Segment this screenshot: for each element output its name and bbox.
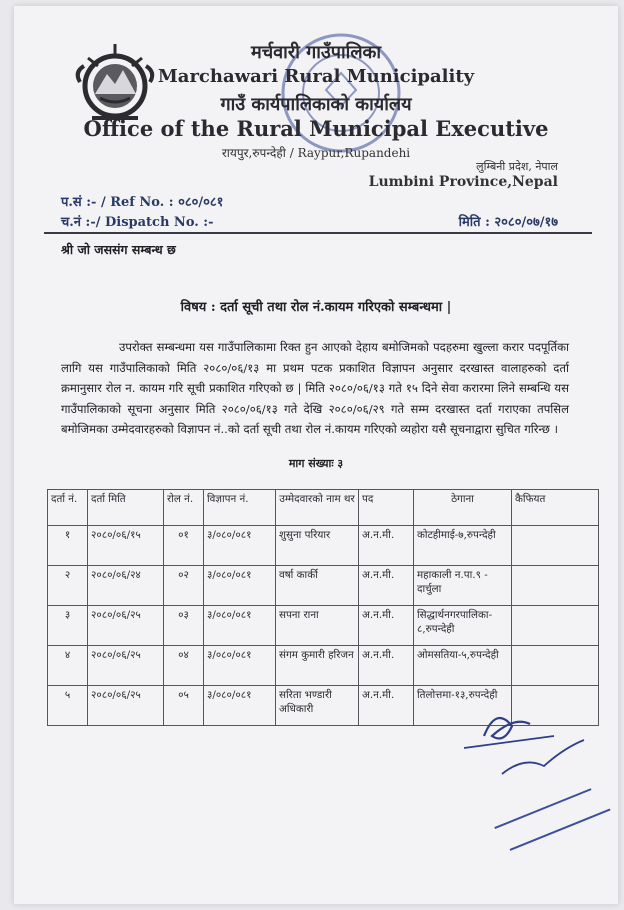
letter-body: उपरोक्त सम्बन्धमा यस गाउँपालिकामा रिक्त हुन आएको देहाय बमोजिमको पदहरुमा खुल्ला करार पदपूर्तिका लागि यस गाउँपालिकाको मिति २०८०/०६/१३ मा प्रथम पटक प्रकाशित विज्ञापन अनुसार दरखास्त वालाहरुको दर्ता क्रमानुसार रोल न. कायम गरि सूची प्रकाशित गरिएको छ | मिति २०८०/०६/१३ गते १५ दिने सेवा करारमा लिने सम्बन्धि यस गाउँपालिकाको सूचना अनुसार मिति २०८०/०६/१३ गते देखि २०८०/०६/२९ गते सम्म दरखास्त दर्ता गराएका तपसिल बमोजिमका उम्मेदवारहरुको विज्ञापन नं..को दर्ता सूची तथा रोल नं.कायम गरिएको व्यहोरा यसै सूचनाद्वारा सुचित गरिन्छ । [61,340,569,436]
cell: अ.न.मी. [359,526,414,566]
cell: अ.न.मी. [359,686,414,726]
cell: ०२ [164,566,204,606]
cell: २०८०/०६/२५ [88,606,164,646]
cell [512,566,599,606]
province-nepali: लुम्बिनी प्रदेश, नेपाल [476,160,558,173]
cell [512,606,599,646]
cell: शुसुना परियार [276,526,359,566]
cell: ३/०८०/०८१ [204,686,276,726]
subject-line: विषय : दर्ता सूची तथा रोल नं.कायम गरिएको सम्बन्धमा | [180,300,452,315]
cell [512,526,599,566]
cell: २ [48,566,88,606]
header-cell: उम्मेदवारको नाम थर [276,490,359,526]
municipality-name-nepali: मर्चवारी गाउँपालिका [250,42,382,63]
dispatch-number: च.नं :-/ Dispatch No. :- [61,215,214,230]
cell: १ [48,526,88,566]
cell: संगम कुमारी हरिजन [276,646,359,686]
cell: २०८०/०६/२५ [88,646,164,686]
registration-table [47,489,599,726]
cell: सपना राना [276,606,359,646]
letter-date: मिति : २०८०/०७/१७ [458,215,558,230]
cell: ३/०८०/०८१ [204,606,276,646]
cell: सिद्धार्थनगरपालिका- ८,रुपन्देही [414,606,512,646]
table-row [48,566,599,606]
cell: २०८०/०६/१५ [88,526,164,566]
cell: तिलोत्तमा-१३,रुपन्देही [414,686,512,726]
cell: ३ [48,606,88,646]
cell: ०४ [164,646,204,686]
header-cell: ठेगाना [414,490,512,526]
cell: ३/०८०/०८१ [204,566,276,606]
province-english: Lumbini Province,Nepal [368,174,558,190]
table-header-row [48,490,599,526]
office-name-nepali: गाउँ कार्यपालिकाको कार्यालय [220,94,412,115]
office-address: रायपुर,रुपन्देही / Raypur,Rupandehi [221,146,411,160]
cell: ३/०८०/०८१ [204,526,276,566]
cell: कोटहीमाई-७,रुपन्देही [414,526,512,566]
header-cell: पद [359,490,414,526]
cell: महाकाली न.पा.९ - दार्चुला [414,566,512,606]
letter-page [14,6,618,904]
cell: ४ [48,646,88,686]
cell [512,646,599,686]
salutation: श्री जो जससंग सम्बन्ध छ [61,242,176,257]
table-row [48,606,599,646]
demand-count: माग संख्याः ३ [288,457,344,470]
table-row [48,646,599,686]
cell: ०५ [164,686,204,726]
cell: ०३ [164,606,204,646]
cell: ०१ [164,526,204,566]
header-cell: रोल नं. [164,490,204,526]
table-row [48,526,599,566]
header-cell: दर्ता मिति [88,490,164,526]
cell: २०८०/०६/२४ [88,566,164,606]
cell: सरिता भण्डारी अधिकारी [276,686,359,726]
cell: ३/०८०/०८१ [204,646,276,686]
office-name-english: Office of the Rural Municipal Executive [83,116,549,141]
reference-number: प.सं :- / Ref No. : ०८०/०८१ [61,195,224,210]
cell: २०८०/०६/२५ [88,686,164,726]
cell: अ.न.मी. [359,606,414,646]
municipality-name-english: Marchawari Rural Municipality [157,66,475,87]
header-divider [44,232,592,234]
header-cell: विज्ञापन नं. [204,490,276,526]
cell: अ.न.मी. [359,646,414,686]
cell: ओमसतिया-५,रुपन्देही [414,646,512,686]
header-cell: कैफियत [512,490,599,526]
cell: ५ [48,686,88,726]
cell: अ.न.मी. [359,566,414,606]
officer-signature-stamp [444,696,624,866]
cell: वर्षा कार्की [276,566,359,606]
header-cell: दर्ता नं. [48,490,88,526]
